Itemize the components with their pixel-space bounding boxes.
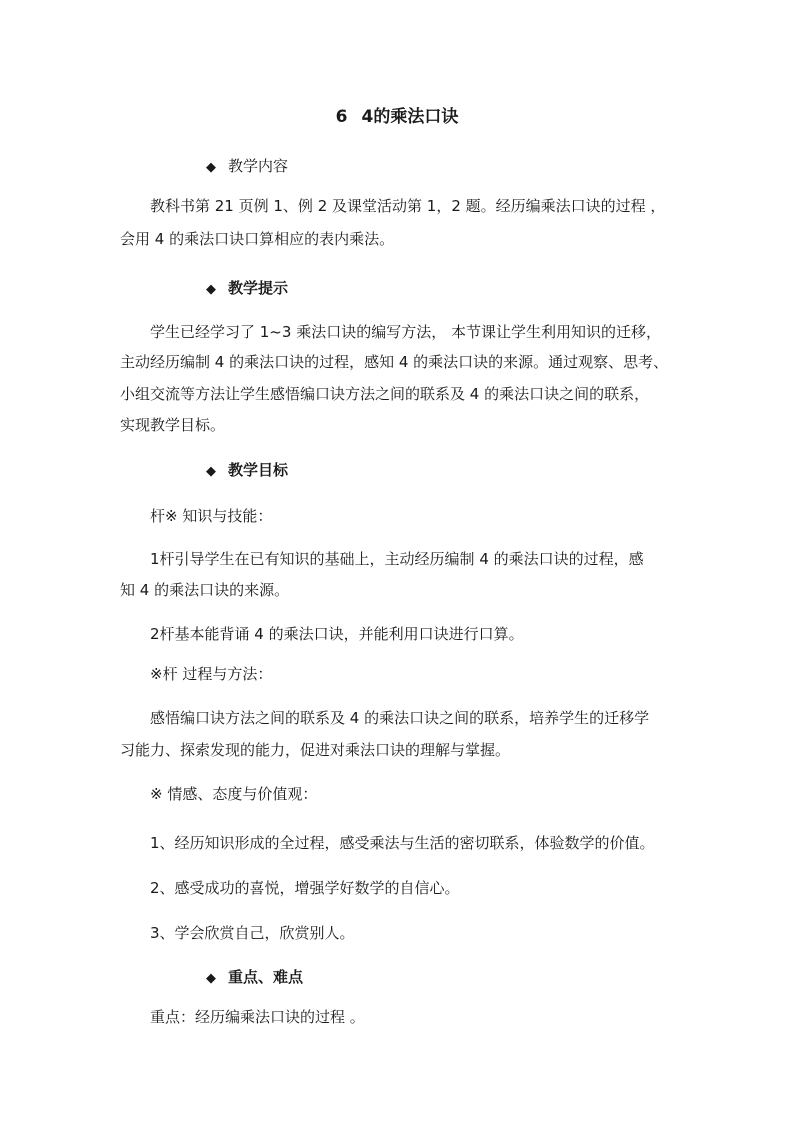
section-heading-label: 教学目标 [228, 461, 289, 479]
page-title [0, 106, 794, 128]
paragraph-line: 知 4 的乘法口诀的来源。 [120, 581, 290, 599]
paragraph-line: 小组交流等方法让学生感悟编口诀方法之间的联系及 4 的乘法口诀之间的联系， [120, 385, 650, 403]
paragraph-line: 习能力、探索发现的能力，促进对乘法口诀的理解与掌握。 [120, 741, 511, 759]
section-heading-content [206, 156, 288, 178]
section-heading-label: 重点、难点 [228, 968, 304, 986]
list-item: 3、学会欣赏自己，欣赏别人。 [150, 924, 355, 942]
title-number: 6 [335, 107, 348, 127]
paragraph-line: 教科书第 21 页例 1、例 2 及课堂活动第 1，2 题。经历编乘法口诀的过程 ， [150, 197, 666, 215]
subheading-process: ※杆 过程与方法： [150, 665, 273, 683]
subheading-emotion: ※ 情感、态度与价值观： [150, 785, 318, 803]
paragraph-line: 实现教学目标。 [120, 416, 226, 434]
section-heading-label: 教学内容 [228, 157, 289, 175]
list-item: 1、经历知识形成的全过程，感受乘法与生活的密切联系，体验数学的价值。 [150, 834, 655, 852]
diamond-bullet-icon: ◆ [206, 971, 216, 986]
paragraph-line: 1杆引导学生在已有知识的基础上，主动经历编制 4 的乘法口诀的过程，感 [150, 550, 644, 568]
list-item: 2、感受成功的喜悦，增强学好数学的自信心。 [150, 879, 460, 897]
section-heading-key [206, 967, 303, 989]
paragraph-line: 学生已经学习了 1~3 乘法口诀的编写方法， 本节课让学生利用知识的迁移， [150, 323, 661, 341]
paragraph-line: 主动经历编制 4 的乘法口诀的过程，感知 4 的乘法口诀的来源。通过观察、思考、 [120, 353, 669, 371]
paragraph-line: 会用 4 的乘法口诀口算相应的表内乘法。 [120, 230, 395, 248]
paragraph-line: 感悟编口诀方法之间的联系及 4 的乘法口诀之间的联系，培养学生的迁移学 [150, 709, 650, 727]
title-text: 4的乘法口诀 [361, 107, 459, 127]
diamond-bullet-icon: ◆ [206, 282, 216, 297]
section-heading-tips [206, 278, 288, 300]
diamond-bullet-icon: ◆ [206, 160, 216, 175]
subheading-knowledge: 杆※ 知识与技能： [150, 507, 273, 525]
paragraph-line: 重点：经历编乘法口诀的过程 。 [150, 1008, 365, 1026]
section-heading-goals [206, 460, 288, 482]
paragraph-line: 2杆基本能背诵 4 的乘法口诀，并能利用口诀进行口算。 [150, 625, 524, 643]
section-heading-label: 教学提示 [228, 279, 289, 297]
diamond-bullet-icon: ◆ [206, 464, 216, 479]
